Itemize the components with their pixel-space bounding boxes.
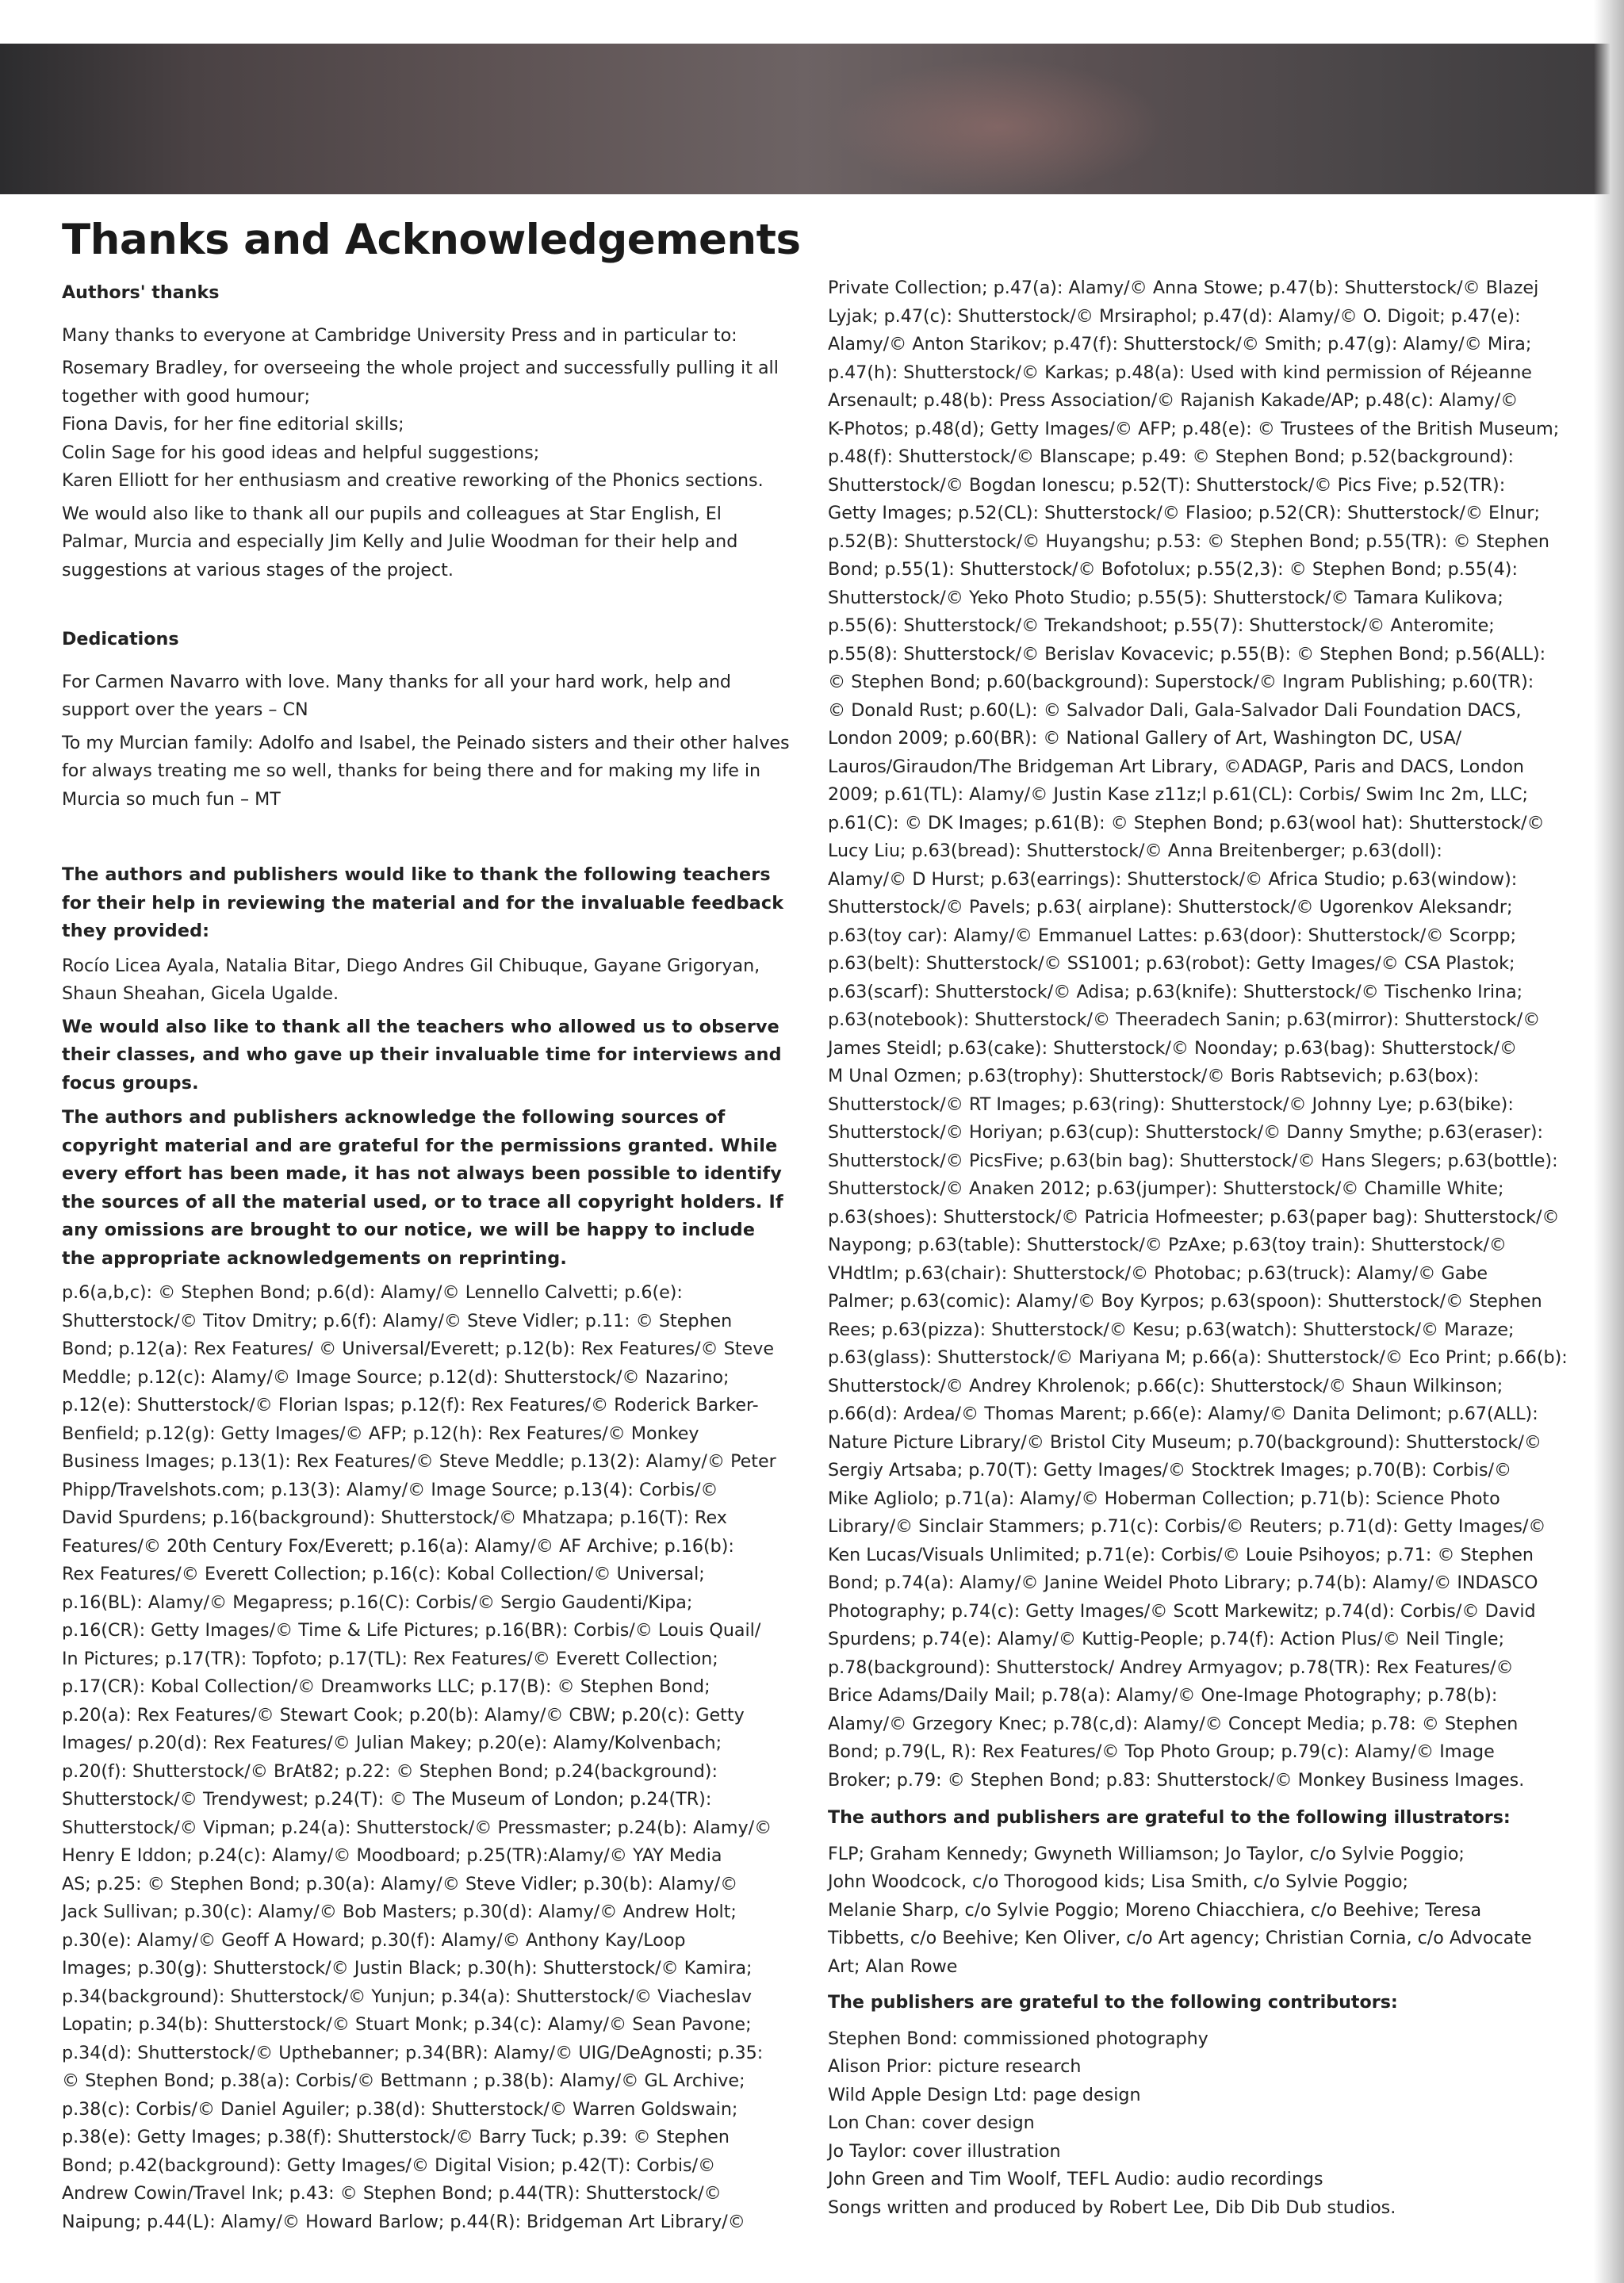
page-title: Thanks and Acknowledgements bbox=[62, 216, 801, 264]
credit-line: Phipp/Travelshots.com; p.13(3): Alamy/© Image Source; p.13(4): Corbis/© bbox=[62, 1479, 718, 1500]
credit-line: p.6(a,b,c): © Stephen Bond; p.6(d): Alamy/© Lennello Calvetti; p.6(e): bbox=[62, 1282, 683, 1303]
thanks-person: Fiona Davis, for her fine editorial skills; bbox=[62, 414, 404, 435]
credit-line: Rees; p.63(pizza): Shutterstock/© Kesu; p.63(watch): Shutterstock/© Maraze; bbox=[828, 1319, 1515, 1340]
credit-line: p.34(d): Shutterstock/© Upthebanner; p.34(BR): Alamy/© UIG/DeAgnosti; p.35: bbox=[62, 2042, 764, 2063]
credit-line: Meddle; p.12(c): Alamy/© Image Source; p.12(d): Shutterstock/© Nazarino; bbox=[62, 1366, 730, 1388]
credit-line: Shutterstock/© Bogdan Ionescu; p.52(T): Shutterstock/© Pics Five; p.52(TR): bbox=[828, 474, 1506, 496]
dedication: To my Murcian family: Adolfo and Isabel, the Peinado sisters and their other halves for always treating me so well, thanks for being there and for making my life in Murcia so much fun – MT bbox=[62, 732, 790, 810]
credit-line: Business Images; p.13(1): Rex Features/© Steve Meddle; p.13(2): Alamy/© Peter bbox=[62, 1451, 776, 1472]
credit-line: Jack Sullivan; p.30(c): Alamy/© Bob Masters; p.30(d): Alamy/© Andrew Holt; bbox=[62, 1902, 737, 1922]
credit-line: Palmer; p.63(comic): Alamy/© Boy Kyrpos; p.63(spoon): Shutterstock/© Stephen bbox=[828, 1291, 1542, 1312]
credit-line: Brice Adams/Daily Mail; p.78(a): Alamy/© One-Image Photography; p.78(b): bbox=[828, 1685, 1498, 1706]
credit-line: Shutterstock/© Anaken 2012; p.63(jumper): Shutterstock/© Chamille White; bbox=[828, 1178, 1504, 1199]
thanks-person: Colin Sage for his good ideas and helpful suggestions; bbox=[62, 442, 540, 463]
credit-line: © Stephen Bond; p.60(background): Superstock/© Ingram Publishing; p.60(TR): bbox=[828, 672, 1534, 692]
credit-line: Naipung; p.44(L): Alamy/© Howard Barlow; p.44(R): Bridgeman Art Library/© bbox=[62, 2211, 745, 2232]
illustrator-line: Tibbetts, c/o Beehive; Ken Oliver, c/o Art agency; Christian Cornia, c/o Advocate bbox=[828, 1928, 1532, 1948]
credit-line: Rex Features/© Everett Collection; p.16(c): Kobal Collection/© Universal; bbox=[62, 1564, 705, 1584]
credit-line: Shutterstock/© Pavels; p.63( airplane): Shutterstock/© Ugorenkov Aleksandr; bbox=[828, 897, 1513, 917]
right-column bbox=[828, 274, 1581, 2222]
credit-line: p.63(glass): Shutterstock/© Mariyana M; p.66(a): Shutterstock/© Eco Print; p.66(b): bbox=[828, 1347, 1568, 1368]
credit-line: Shutterstock/© Andrey Khrolenok; p.66(c): Shutterstock/© Shaun Wilkinson; bbox=[828, 1375, 1503, 1396]
credit-line: Shutterstock/© Titov Dmitry; p.6(f): Alamy/© Steve Vidler; p.11: © Stephen bbox=[62, 1310, 733, 1331]
credit-line: Ken Lucas/Visuals Unlimited; p.71(e): Corbis/© Louie Psihoyos; p.71: © Stephen bbox=[828, 1544, 1534, 1565]
credit-line: Private Collection; p.47(a): Alamy/© Anna Stowe; p.47(b): Shutterstock/© Blazej bbox=[828, 278, 1539, 298]
teachers-names: Rocío Licea Ayala, Natalia Bitar, Diego Andres Gil Chibuque, Gayane Grigoryan, Shaun Sheahan, Gicela Ugalde. bbox=[62, 955, 760, 1004]
thanks-person: Karen Elliott for her enthusiasm and creative reworking of the Phonics sections. bbox=[62, 470, 764, 491]
credit-line: p.16(BL): Alamy/© Megapress; p.16(C): Corbis/© Sergio Gaudenti/Kipa; bbox=[62, 1592, 693, 1613]
header-photo-band bbox=[0, 44, 1610, 194]
illustrator-line: FLP; Graham Kennedy; Gwyneth Williamson; Jo Taylor, c/o Sylvie Poggio; bbox=[828, 1843, 1465, 1864]
credit-line: Lucy Liu; p.63(bread): Shutterstock/© Anna Breitenberger; p.63(doll): bbox=[828, 841, 1442, 861]
credit-line: Benfield; p.12(g): Getty Images/© AFP; p.12(h): Rex Features/© Monkey bbox=[62, 1423, 699, 1444]
dedication: For Carmen Navarro with love. Many thanks for all your hard work, help and support over the years – CN bbox=[62, 671, 732, 720]
credit-line: Lopatin; p.34(b): Shutterstock/© Stuart Monk; p.34(c): Alamy/© Sean Pavone; bbox=[62, 2014, 752, 2035]
illustrator-line: Melanie Sharp, c/o Sylvie Poggio; Moreno Chiacchiera, c/o Beehive; Teresa bbox=[828, 1899, 1482, 1921]
credit-line: p.55(6): Shutterstock/© Trekandshoot; p.55(7): Shutterstock/© Anteromite; bbox=[828, 615, 1495, 636]
credit-line: James Steidl; p.63(cake): Shutterstock/© Noonday; p.63(bag): Shutterstock/© bbox=[828, 1037, 1518, 1059]
credit-line: Arsenault; p.48(b): Press Association/© Rajanish Kakade/AP; p.48(c): Alamy/© bbox=[828, 390, 1519, 411]
credit-line: © Donald Rust; p.60(L): © Salvador Dali, Gala-Salvador Dali Foundation DACS, bbox=[828, 699, 1522, 721]
credit-line: Bond; p.55(1): Shutterstock/© Bofotolux; p.55(2,3): © Stephen Bond; p.55(4): bbox=[828, 559, 1518, 580]
credit-line: Library/© Sinclair Stammers; p.71(c): Corbis/© Reuters; p.71(d): Getty Images/© bbox=[828, 1516, 1546, 1537]
credit-line: p.47(h): Shutterstock/© Karkas; p.48(a): Used with kind permission of Réjeanne bbox=[828, 362, 1532, 383]
credit-line: p.78(background): Shutterstock/ Andrey Armyagov; p.78(TR): Rex Features/© bbox=[828, 1657, 1514, 1678]
page-edge-shadow bbox=[1594, 0, 1624, 2283]
left-column bbox=[62, 279, 791, 2236]
credit-line: In Pictures; p.17(TR): Topfoto; p.17(TL): Rex Features/© Everett Collection; bbox=[62, 1648, 718, 1669]
sources-heading: The authors and publishers acknowledge the following sources of copyright material and are grateful for the permissions granted. While every effort has been made, it has not always been possible to identify the sources of all the material used, or to trace all copyright holders. If any omissions are brought to our notice, we will be happy to include the appropriate acknowledgements on reprinting. bbox=[62, 1107, 783, 1269]
credit-line: Bond; p.12(a): Rex Features/ © Universal/Everett; p.12(b): Rex Features/© Steve bbox=[62, 1339, 774, 1359]
illustrators-list bbox=[828, 1841, 1581, 1982]
credit-line: David Spurdens; p.16(background): Shutterstock/© Mhatzapa; p.16(T): Rex bbox=[62, 1507, 727, 1528]
authors-thanks-intro: Many thanks to everyone at Cambridge University Press and in particular to: bbox=[62, 324, 737, 346]
credit-line: M Unal Ozmen; p.63(trophy): Shutterstock/© Boris Rabtsevich; p.63(box): bbox=[828, 1066, 1480, 1086]
credit-line: © Stephen Bond; p.38(a): Corbis/© Bettmann ; p.38(b): Alamy/© GL Archive; bbox=[62, 2070, 745, 2091]
contributors-list bbox=[828, 2025, 1581, 2223]
credit-line: Sergiy Artsaba; p.70(T): Getty Images/© Stocktrek Images; p.70(B): Corbis/© bbox=[828, 1460, 1512, 1481]
contributor-item: John Green and Tim Woolf, TEFL Audio: audio recordings bbox=[828, 2169, 1323, 2189]
credit-line: Photography; p.74(c): Getty Images/© Scott Markewitz; p.74(d): Corbis/© David bbox=[828, 1600, 1536, 1622]
contributor-item: Wild Apple Design Ltd: page design bbox=[828, 2084, 1141, 2105]
credit-line: Features/© 20th Century Fox/Everett; p.16(a): Alamy/© AF Archive; p.16(b): bbox=[62, 1535, 734, 1557]
credit-line: Shutterstock/© Trendywest; p.24(T): © The Museum of London; p.24(TR): bbox=[62, 1789, 712, 1810]
credit-line: Nature Picture Library/© Bristol City Museum; p.70(background): Shutterstock/© bbox=[828, 1431, 1542, 1453]
observe-thanks: We would also like to thank all the teachers who allowed us to observe their classes, and who gave up their invaluable time for interviews and focus groups. bbox=[62, 1016, 782, 1094]
credit-line: p.63(shoes): Shutterstock/© Patricia Hofmeester; p.63(paper bag): Shutterstock/© bbox=[828, 1206, 1560, 1228]
credit-line: Naypong; p.63(table): Shutterstock/© PzAxe; p.63(toy train): Shutterstock/© bbox=[828, 1235, 1507, 1255]
picture-credits-left bbox=[62, 1279, 791, 2236]
credit-line: p.63(belt): Shutterstock/© SS1001; p.63(robot): Getty Images/© CSA Plastok; bbox=[828, 953, 1515, 974]
contributor-item: Lon Chan: cover design bbox=[828, 2113, 1035, 2133]
dedications-heading: Dedications bbox=[62, 629, 179, 649]
credit-line: Bond; p.74(a): Alamy/© Janine Weidel Photo Library; p.74(b): Alamy/© INDASCO bbox=[828, 1572, 1538, 1593]
contributor-item: Stephen Bond: commissioned photography bbox=[828, 2028, 1208, 2049]
credit-line: Shutterstock/© PicsFive; p.63(bin bag): Shutterstock/© Hans Slegers; p.63(bottle): bbox=[828, 1150, 1558, 1171]
credit-line: p.16(CR): Getty Images/© Time & Life Pictures; p.16(BR): Corbis/© Louis Quail/ bbox=[62, 1620, 761, 1641]
credit-line: p.55(8): Shutterstock/© Berislav Kovacevic; p.55(B): © Stephen Bond; p.56(ALL): bbox=[828, 643, 1546, 665]
credit-line: Andrew Cowin/Travel Ink; p.43: © Stephen Bond; p.44(TR): Shutterstock/© bbox=[62, 2183, 722, 2204]
credit-line: p.48(f): Shutterstock/© Blanscape; p.49: © Stephen Bond; p.52(background): bbox=[828, 446, 1514, 467]
thanks-person: Rosemary Bradley, for overseeing the whole project and successfully pulling it all together with good humour; bbox=[62, 358, 779, 407]
credit-line: K-Photos; p.48(d); Getty Images/© AFP; p.48(e): © Trustees of the British Museum; bbox=[828, 418, 1560, 439]
credit-line: p.52(B): Shutterstock/© Huyangshu; p.53: © Stephen Bond; p.55(TR): © Stephen bbox=[828, 531, 1549, 552]
credit-line: p.66(d): Ardea/© Thomas Marent; p.66(e): Alamy/© Danita Delimont; p.67(ALL): bbox=[828, 1404, 1538, 1424]
authors-thanks-heading: Authors' thanks bbox=[62, 282, 220, 303]
credit-line: AS; p.25: © Stephen Bond; p.30(a): Alamy/© Steve Vidler; p.30(b): Alamy/© bbox=[62, 1873, 738, 1894]
credit-line: Mike Agliolo; p.71(a): Alamy/© Hoberman Collection; p.71(b): Science Photo bbox=[828, 1488, 1500, 1509]
credit-line: Broker; p.79: © Stephen Bond; p.83: Shutterstock/© Monkey Business Images. bbox=[828, 1769, 1525, 1791]
illustrator-line: John Woodcock, c/o Thorogood kids; Lisa Smith, c/o Sylvie Poggio; bbox=[828, 1871, 1409, 1892]
credit-line: p.61(C): © DK Images; p.61(B): © Stephen Bond; p.63(wool hat): Shutterstock/© bbox=[828, 812, 1545, 833]
credit-line: Henry E Iddon; p.24(c): Alamy/© Moodboard; p.25(TR):Alamy/© YAY Media bbox=[62, 1845, 722, 1866]
authors-thanks-list bbox=[62, 354, 791, 496]
credit-line: Shutterstock/© Yeko Photo Studio; p.55(5): Shutterstock/© Tamara Kulikova; bbox=[828, 587, 1503, 608]
illustrator-line: Art; Alan Rowe bbox=[828, 1955, 958, 1977]
contributors-heading: The publishers are grateful to the following contributors: bbox=[828, 1992, 1398, 2013]
credit-line: London 2009; p.60(BR): © National Gallery of Art, Washington DC, USA/ bbox=[828, 728, 1462, 749]
picture-credits-right bbox=[828, 274, 1581, 1795]
credit-line: Images/ p.20(d): Rex Features/© Julian Makey; p.20(e): Alamy/Kolvenbach; bbox=[62, 1733, 722, 1753]
credit-line: p.20(a): Rex Features/© Stewart Cook; p.20(b): Alamy/© CBW; p.20(c): Getty bbox=[62, 1704, 745, 1726]
credit-line: p.63(notebook): Shutterstock/© Theeradech Sanin; p.63(mirror): Shutterstock/© bbox=[828, 1009, 1541, 1030]
credit-line: Getty Images; p.52(CL): Shutterstock/© Flasioo; p.52(CR): Shutterstock/© Elnur; bbox=[828, 503, 1540, 523]
credit-line: Alamy/© D Hurst; p.63(earrings): Shutterstock/© Africa Studio; p.63(window): bbox=[828, 868, 1518, 890]
credit-line: p.17(CR): Kobal Collection/© Dreamworks LLC; p.17(B): © Stephen Bond; bbox=[62, 1676, 710, 1697]
credit-line: p.63(toy car): Alamy/© Emmanuel Lattes: p.63(door): Shutterstock/© Scorpp; bbox=[828, 925, 1517, 946]
contributor-item: Songs written and produced by Robert Lee, Dib Dib Dub studios. bbox=[828, 2197, 1396, 2218]
contributor-item: Alison Prior: picture research bbox=[828, 2056, 1082, 2077]
credit-line: Lauros/Giraudon/The Bridgeman Art Library, ©ADAGP, Paris and DACS, London bbox=[828, 756, 1524, 777]
credit-line: Bond; p.42(background): Getty Images/© Digital Vision; p.42(T): Corbis/© bbox=[62, 2155, 716, 2176]
teachers-heading: The authors and publishers would like to thank the following teachers for their help in reviewing the material and for the invaluable feedback they provided: bbox=[62, 864, 784, 941]
credit-line: Spurdens; p.74(e): Alamy/© Kuttig-People; p.74(f): Action Plus/© Neil Tingle; bbox=[828, 1629, 1505, 1649]
credit-line: p.63(scarf): Shutterstock/© Adisa; p.63(knife): Shutterstock/© Tischenko Irina; bbox=[828, 981, 1523, 1002]
credit-line: p.12(e): Shutterstock/© Florian Ispas; p.12(f): Rex Features/© Roderick Barker- bbox=[62, 1395, 759, 1415]
credit-line: Shutterstock/© RT Images; p.63(ring): Shutterstock/© Johnny Lye; p.63(bike): bbox=[828, 1094, 1514, 1115]
credit-line: Bond; p.79(L, R): Rex Features/© Top Photo Group; p.79(c): Alamy/© Image bbox=[828, 1741, 1495, 1762]
credit-line: p.34(background): Shutterstock/© Yunjun; p.34(a): Shutterstock/© Viacheslav bbox=[62, 1986, 752, 2007]
illustrators-heading: The authors and publishers are grateful to the following illustrators: bbox=[828, 1807, 1511, 1828]
credit-line: Alamy/© Grzegory Knec; p.78(c,d): Alamy/© Concept Media; p.78: © Stephen bbox=[828, 1713, 1519, 1734]
credit-line: Images; p.30(g): Shutterstock/© Justin Black; p.30(h): Shutterstock/© Kamira; bbox=[62, 1958, 753, 1978]
credit-line: p.20(f): Shutterstock/© BrAt82; p.22: © Stephen Bond; p.24(background): bbox=[62, 1760, 718, 1782]
credit-line: p.38(c): Corbis/© Daniel Aguiler; p.38(d): Shutterstock/© Warren Goldswain; bbox=[62, 2098, 738, 2120]
credit-line: p.38(e): Getty Images; p.38(f): Shutterstock/© Barry Tuck; p.39: © Stephen bbox=[62, 2127, 730, 2147]
credit-line: p.30(e): Alamy/© Geoff A Howard; p.30(f): Alamy/© Anthony Kay/Loop bbox=[62, 1929, 686, 1951]
credit-line: Shutterstock/© Vipman; p.24(a): Shutterstock/© Pressmaster; p.24(b): Alamy/© bbox=[62, 1817, 772, 1838]
credit-line: Alamy/© Anton Starikov; p.47(f): Shutterstock/© Smith; p.47(g): Alamy/© Mira; bbox=[828, 334, 1532, 354]
authors-thanks-closing: We would also like to thank all our pupils and colleagues at Star English, El Palmar, Murcia and especially Jim Kelly and Julie Woodman for their help and suggestions at various stages of the project. bbox=[62, 503, 738, 580]
credit-line: 2009; p.61(TL): Alamy/© Justin Kase z11z;l p.61(CL): Corbis/ Swim Inc 2m, LLC; bbox=[828, 784, 1528, 805]
credit-line: Shutterstock/© Horiyan; p.63(cup): Shutterstock/© Danny Smythe; p.63(eraser): bbox=[828, 1122, 1543, 1143]
credit-line: Lyjak; p.47(c): Shutterstock/© Mrsiraphol; p.47(d): Alamy/© O. Digoit; p.47(e): bbox=[828, 305, 1521, 327]
contributor-item: Jo Taylor: cover illustration bbox=[828, 2140, 1061, 2162]
credit-line: VHdtlm; p.63(chair): Shutterstock/© Photobac; p.63(truck): Alamy/© Gabe bbox=[828, 1262, 1488, 1284]
